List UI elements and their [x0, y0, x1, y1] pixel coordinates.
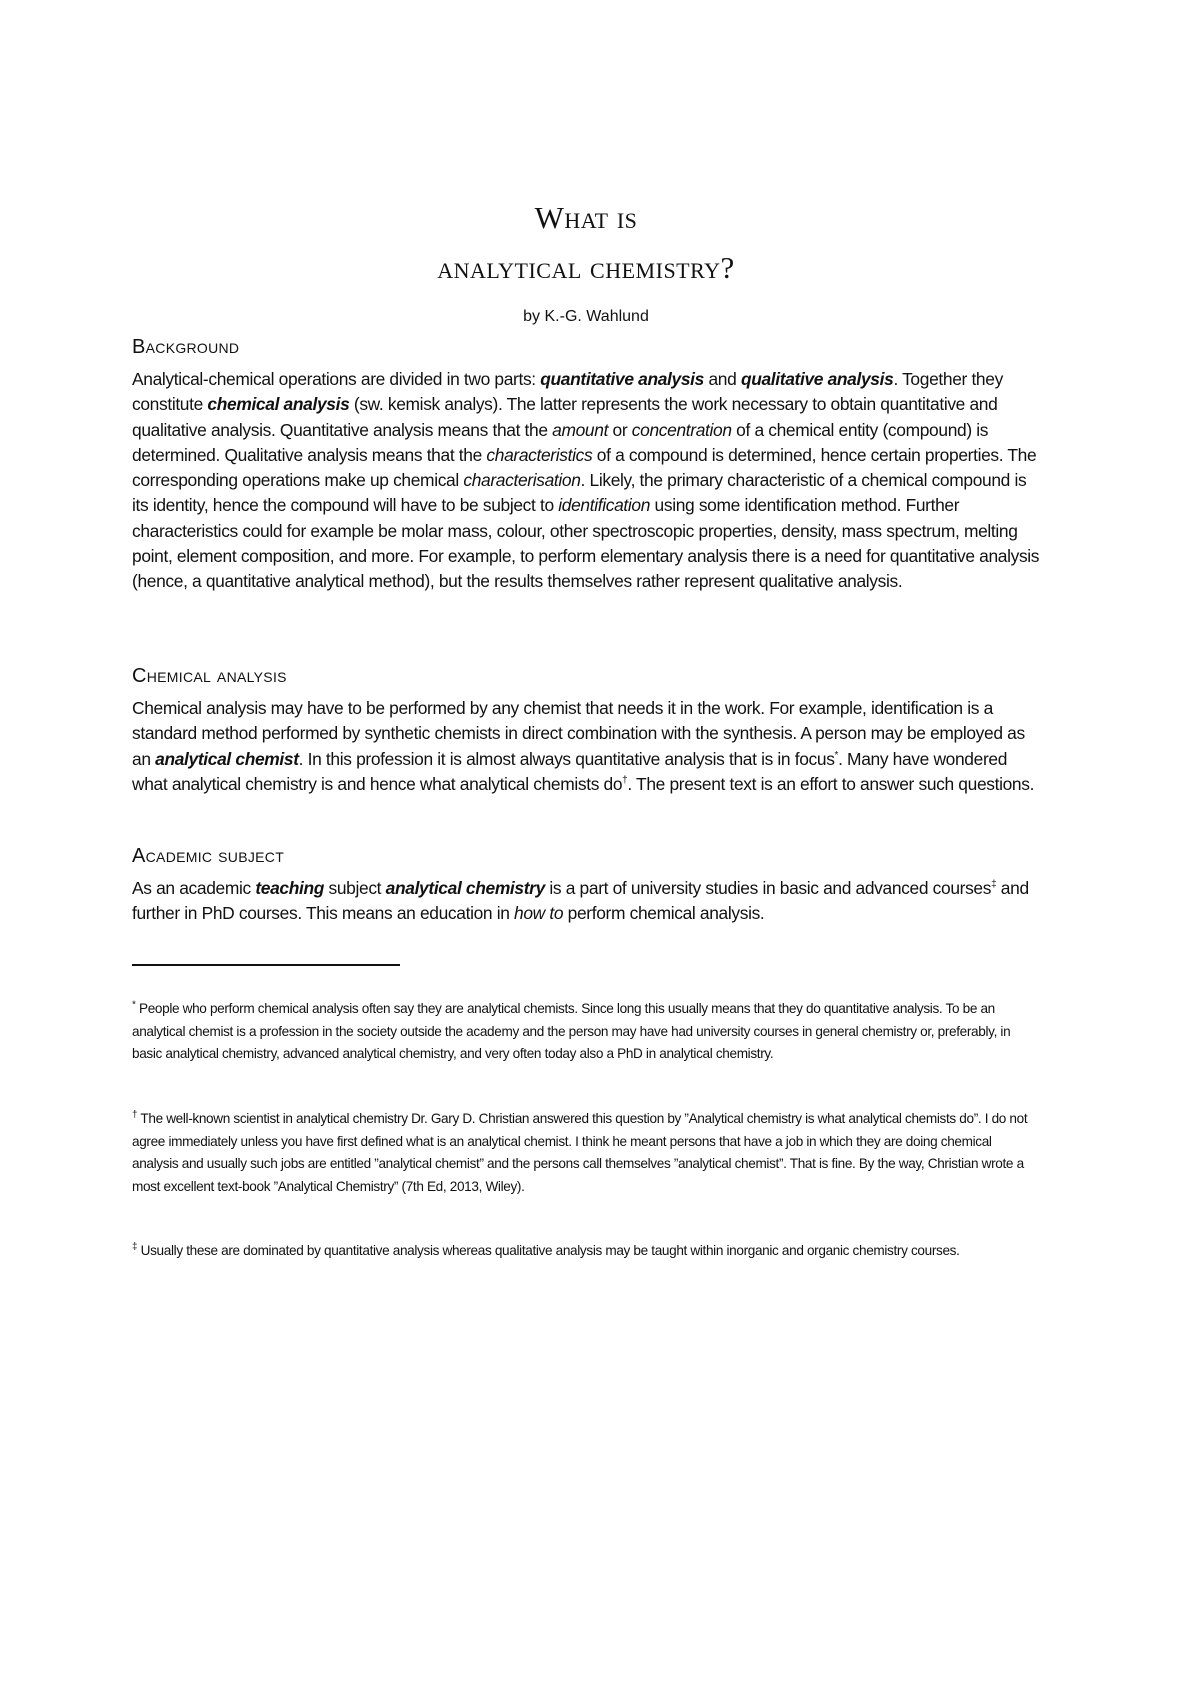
text-run: As an academic	[132, 878, 256, 898]
text-run: . Many have wondered what analytical chemistry is and hence what analytical chemists do	[132, 748, 1008, 794]
footnote-text: Usually these are dominated by quantitative analysis whereas qualitative analysis may be taught within inorganic and organic chemistry courses.	[137, 1243, 960, 1258]
text-run: using some identification method. Further characteristics could for example be molar mass, colour, other spectroscopic properties, density, mass spectrum, melting point, element composition, and more. For example, to perform elementary analysis there is a need for quantitative analysis (hence, a quantitative analytical method), but the results themselves rather represent qualitative analysis.	[132, 495, 1040, 592]
paragraph-background	[132, 367, 1040, 595]
emphasized-text: concentration	[631, 419, 732, 440]
emphasized-text: how to	[514, 903, 564, 924]
paragraph-academic-subject	[132, 876, 1040, 927]
text-run: of a compound is determined, hence certain properties. The corresponding operations make up chemical	[132, 444, 1037, 491]
emphasized-text: chemical analysis	[207, 394, 350, 415]
emphasized-text: quantitative analysis	[540, 369, 704, 389]
footnote-2	[132, 1108, 1040, 1198]
footnote-reference: *	[834, 749, 839, 761]
text-run: . In this profession it is almost always quantitative analysis that is in focus	[298, 748, 835, 769]
emphasized-text: characterisation	[463, 470, 581, 491]
footnote-mark: †	[132, 1109, 138, 1121]
title-line-1: What is	[534, 200, 638, 235]
footnote-1	[132, 998, 1040, 1066]
heading-background: Background	[132, 336, 240, 358]
text-run: subject	[324, 878, 386, 898]
text-run: and	[704, 369, 741, 389]
paragraph-chemical-analysis	[132, 696, 1040, 797]
footnote-reference: ‡	[991, 879, 997, 891]
text-run: (sw. kemisk analys). The latter represents the work necessary to obtain quantitative and qualitative analysis. Quantitative analysis means that the	[132, 394, 998, 440]
text-run: perform chemical analysis.	[563, 903, 765, 924]
footnote-separator	[132, 964, 400, 966]
text-run: . Together they constitute	[132, 369, 1003, 415]
title-line-2: analytical chemistry?	[437, 250, 735, 285]
text-run: is a part of university studies in basic and advanced courses	[544, 878, 992, 898]
footnote-mark: ‡	[132, 1241, 138, 1253]
footnote-text: The well-known scientist in analytical chemistry Dr. Gary D. Christian answered this question by ”Analytical chemistry is what analytical chemists do”. I do not agree immediately unless you have first defined what is an analytical chemist. I think he meant persons that have a job in which they are doing chemical analysis and usually such jobs are entitled ”analytical chemist” and the persons call themselves ”analytical chemist”. That is fine. By the way, Christian wrote a most excellent text-book ”Analytical Chemistry” (7th Ed, 2013, Wiley).	[132, 1111, 1028, 1194]
emphasized-text: amount	[552, 419, 609, 440]
text-run: and further in PhD courses. This means an education in	[132, 878, 1029, 924]
emphasized-text: identification	[558, 495, 651, 516]
text-run: of a chemical entity (compound) is determined. Qualitative analysis means that the	[132, 419, 989, 465]
emphasized-text: analytical chemist	[155, 748, 299, 769]
emphasized-text: characteristics	[486, 444, 593, 465]
heading-chemical-analysis: Chemical analysis	[132, 665, 287, 687]
emphasized-text: teaching	[255, 878, 325, 898]
footnote-mark: *	[132, 999, 136, 1011]
text-run: . Likely, the primary characteristic of a chemical compound is its identity, hence the compound will have to be subject to	[132, 470, 1027, 516]
heading-academic-subject: Academic subject	[132, 845, 285, 867]
footnote-reference: †	[622, 775, 628, 787]
text-run: Analytical-chemical operations are divided in two parts:	[132, 369, 541, 389]
text-run: Chemical analysis may have to be performed by any chemist that needs it in the work. For example, identification is a standard method performed by synthetic chemists in direct combination with the synthesis. A person may be employed as an	[132, 698, 1025, 769]
footnote-3	[132, 1240, 1040, 1263]
emphasized-text: qualitative analysis	[740, 369, 894, 389]
emphasized-text: analytical chemistry	[385, 878, 545, 898]
text-run: or	[608, 419, 632, 440]
author: by K.-G. Wahlund	[523, 308, 649, 325]
footnote-text: People who perform chemical analysis often say they are analytical chemists. Since long this usually means that they do quantitative analysis. To be an analytical chemist is a profession in the society outside the academy and the person may have had university courses in general chemistry or, preferably, in basic analytical chemistry, advanced analytical chemistry, and very often today also a PhD in analytical chemistry.	[132, 1001, 1011, 1062]
text-run: . The present text is an effort to answer such questions.	[627, 773, 1035, 794]
